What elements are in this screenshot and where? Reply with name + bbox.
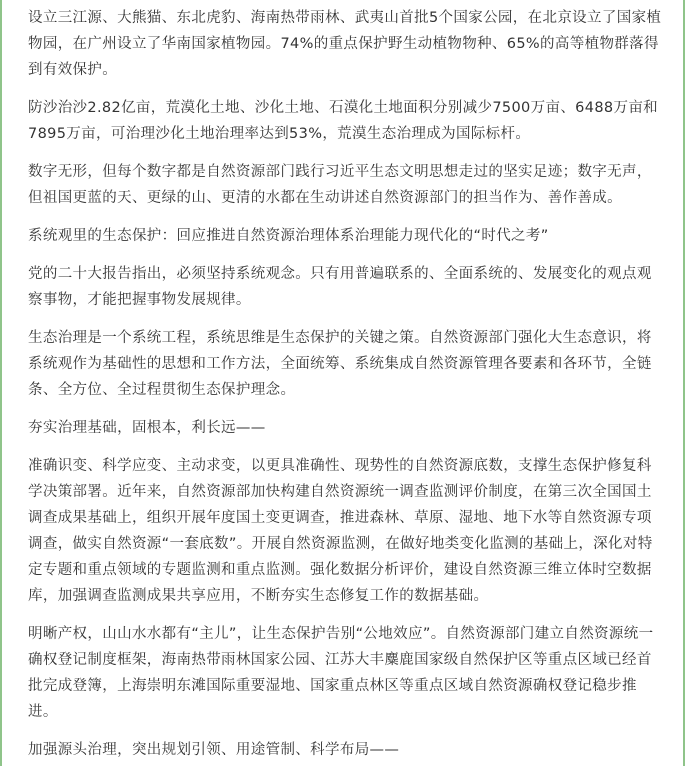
- paragraph-ecological-governance: 生态治理是一个系统工程，系统思维是生态保护的关键之策。自然资源部门强化大生态意识，将系统观作为基础性的思想和工作方法，全面统筹、系统集成自然资源管理各要素和各环节，全链条、全方位、全过程贯彻生态保护理念。: [28, 330, 652, 398]
- paragraph-property-rights: 明晰产权，山山水水都有“主儿”，让生态保护告别“公地效应”。自然资源部门建立自然资源统一确权登记制度框架，海南热带雨林国家公园、江苏大丰麋鹿国家级自然保护区等重点区域已经首批完成登簿，上海崇明东滩国际重要湿地、国家重点林区等重点区域自然资源确权登记稳步推进。: [28, 626, 654, 720]
- article-body: [28, 5, 664, 775]
- paragraph-numbers: 数字无形，但每个数字都是自然资源部门践行习近平生态文明思想走过的坚实足迹；数字无声，但祖国更蓝的天、更绿的山、更清的水都在生动讲述自然资源部门的担当作为、善作善成。: [28, 164, 652, 206]
- section-heading-system-view: 系统观里的生态保护：回应推进自然资源治理体系治理能力现代化的“时代之考”: [28, 228, 549, 244]
- paragraph-national-parks: 设立三江源、大熊猫、东北虎豹、海南热带雨林、武夷山首批5个国家公园，在北京设立了国家植物园，在广州设立了华南国家植物园。74%的重点保护野生动植物物种、65%的高等植物群落得到有效保护。: [28, 10, 662, 78]
- subheading-source-governance: 加强源头治理，突出规划引领、用途管制、科学布局——: [28, 742, 400, 758]
- subheading-governance-foundation: 夯实治理基础，固根本，利长远——: [28, 420, 266, 436]
- paragraph-desertification: 防沙治沙2.82亿亩，荒漠化土地、沙化土地、石漠化土地面积分别减少7500万亩、6488万亩和7895万亩，可治理沙化土地治理率达到53%，荒漠生态治理成为国际标杆。: [28, 100, 659, 142]
- paragraph-party-report: 党的二十大报告指出，必须坚持系统观念。只有用普遍联系的、全面系统的、发展变化的观点观察事物，才能把握事物发展规律。: [28, 266, 652, 308]
- paragraph-survey-monitoring: 准确识变、科学应变、主动求变，以更具准确性、现势性的自然资源底数，支撑生态保护修复科学决策部署。近年来，自然资源部加快构建自然资源统一调查监测评价制度，在第三次全国国土调查成果基础上，组织开展年度国土变更调查，推进森林、草原、湿地、地下水等自然资源专项调查，做实自然资源“一套底数”。开展自然资源监测，在做好地类变化监测的基础上，深化对特定专题和重点领域的专题监测和重点监测。强化数据分析评价，建设自然资源三维立体时空数据库，加强调查监测成果共享应用，不断夯实生态修复工作的数据基础。: [28, 458, 653, 604]
